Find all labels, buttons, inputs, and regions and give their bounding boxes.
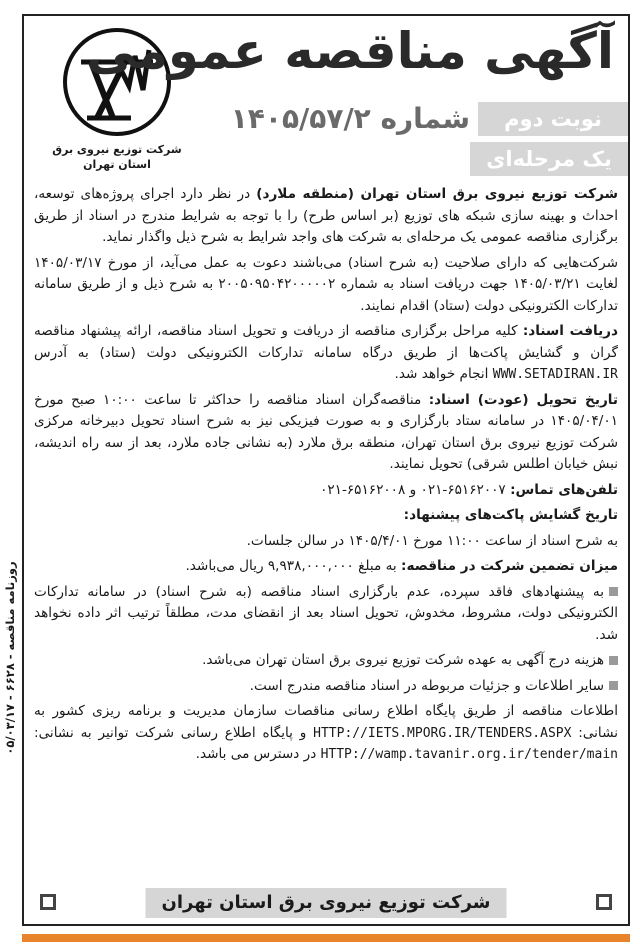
footer-square-icon: [40, 894, 56, 910]
stage-label: یک مرحله‌ای: [470, 142, 628, 176]
paragraph-guarantee: [34, 556, 618, 578]
bullet-text: به پیشنهادهای فاقد سپرده، عدم بارگزاری اسناد مناقصه (به شرح اسناد) در سامانه تدارکات الکترونیکی دولت، مشروط، مخدوش، تحویل اسناد بعد از انقضای مدت، مطلقاً ترتیب اثر داده نخواهد شد.: [34, 583, 618, 643]
delivery-text: مناقصه‌گران اسناد مناقصه را حداکثر تا ساعت ۱۰:۰۰ صبح مورخ ۱۴۰۵/۰۴/۰۱ در سامانه ستاد بارگزاری و به صورت فیزیکی نیز به شرح اسناد تحویل دبیرخانه مرکزی شرکت توزیع نیروی برق استان تهران، منطقه برق ملارد (به نشانی جاده ملارد، بعد از سه راه اندیشه، نبش خیابان اطلس شرقی) تحویل نمایند.: [34, 391, 618, 472]
bullet-item: [34, 582, 618, 647]
paragraph-info-links: [34, 701, 618, 766]
documents-text: کلیه مراحل برگزاری مناقصه از دریافت و تحویل اسناد مناقصه، ارائه پیشنهاد مناقصه گران و گشایش پاکت‌ها از طریق درگاه سامانه تدارکات الکترونیکی دولت (ستاد) به آدرس: [34, 323, 618, 361]
round-row: [192, 102, 628, 138]
logo-caption-1: شرکت توزیع نیروی برق: [52, 143, 182, 156]
bullet-square-icon: [609, 587, 618, 596]
accent-bar: [22, 934, 630, 942]
paragraph-documents: [34, 321, 618, 386]
footer-square-icon: [596, 894, 612, 910]
footer-company: شرکت توزیع نیروی برق استان تهران: [146, 888, 507, 918]
bullet-item: [34, 650, 618, 672]
tender-number: شماره ۱۴۰۵/۵۷/۲: [230, 102, 470, 135]
guarantee-label: میزان تضمین شرکت در مناقصه:: [401, 558, 618, 574]
newspaper-issue-label: روزنامه مناقصه - ۶۶۲۸ - ۰۵/۰۳/۱۷: [3, 561, 17, 755]
paragraph-phones: [34, 480, 618, 502]
company-name: شرکت توزیع نیروی برق استان تهران (منطقه ملارد): [256, 186, 618, 202]
bullet-square-icon: [609, 681, 618, 690]
side-strip: [0, 548, 22, 768]
ad-footer: [34, 888, 618, 918]
paragraph-intro: [34, 184, 618, 249]
setad-url: WWW.SETADIRAN.IR: [492, 367, 618, 382]
ad-frame: [22, 14, 630, 926]
bullet-text: هزینه درج آگهی به عهده شرکت توزیع نیروی برق استان تهران می‌باشد.: [202, 652, 604, 668]
ad-header: [24, 16, 628, 186]
ad-body: [34, 184, 618, 770]
iets-url: HTTP://IETS.MPORG.IR/TENDERS.ASPX: [313, 725, 572, 741]
phones-text: ۶۵۱۶۲۰۰۷-۰۲۱ و ۶۵۱۶۲۰۰۸-۰۲۱: [320, 481, 511, 498]
delivery-label: تاریخ تحویل (عودت) اسناد:: [428, 391, 618, 408]
info-text-a: اطلاعات مناقصه از طریق پایگاه اطلاع رسانی مناقصات سازمان مدیریت و برنامه ریزی کشور به نشانی:: [34, 703, 618, 741]
documents-end: انجام خواهد شد.: [394, 366, 493, 382]
bullet-text: سایر اطلاعات و جزئیات مربوطه در اسناد مناقصه مندرج است.: [249, 677, 604, 694]
logo-caption-2: استان تهران: [83, 158, 151, 171]
round-label: نوبت دوم: [478, 102, 628, 136]
intro-text: در نظر دارد اجرای پروژه‌های توسعه، احداث و بهینه سازی شبکه های توزیع (بر اساس طرح) را با توجه به شرایط مندرج در اسناد از طریق برگزاری مناقصه عمومی یک مرحله‌ای به شرکت های واجد شرایط به شرح ذیل واگذار نماید.: [34, 186, 618, 245]
bullet-square-icon: [609, 656, 618, 665]
opening-date-text: به شرح اسناد از ساعت ۱۱:۰۰ مورخ ۱۴۰۵/۴/۰۱ در سالن جلسات.: [246, 532, 618, 549]
opening-date-label: تاریخ گشایش پاکت‌های پیشنهاد:: [403, 507, 618, 523]
info-text-c: در دسترس می باشد.: [195, 746, 321, 762]
paragraph-delivery: [34, 390, 618, 476]
paragraph-invitation: شرکت‌هایی که دارای صلاحیت (به شرح اسناد) می‌باشند دعوت به عمل می‌آید، از مورخ ۱۴۰۵/۰۳/۱۷ لغایت ۱۴۰۵/۰۳/۲۱ جهت دریافت اسناد به شماره ۲۰۰۵۰۹۵۰۴۲۰۰۰۰۰۲ به شرح ذیل و از طریق سامانه تدارکات الکترونیکی دولت (ستاد) اقدام نمایند.: [34, 254, 619, 314]
tavanir-url: HTTP://wamp.tavanir.org.ir/tender/main: [320, 747, 618, 762]
documents-label: دریافت اسناد:: [522, 323, 618, 339]
ad-title: آگهی مناقصه عمومی: [86, 22, 614, 80]
guarantee-text: به مبلغ ۹,۹۳۸,۰۰۰,۰۰۰ ریال می‌باشد.: [185, 558, 402, 574]
phones-label: تلفن‌های تماس:: [510, 481, 618, 498]
info-text-b: و پایگاه اطلاع رسانی شرکت توانیر به نشانی:: [34, 724, 314, 741]
bullet-item: [34, 676, 618, 698]
